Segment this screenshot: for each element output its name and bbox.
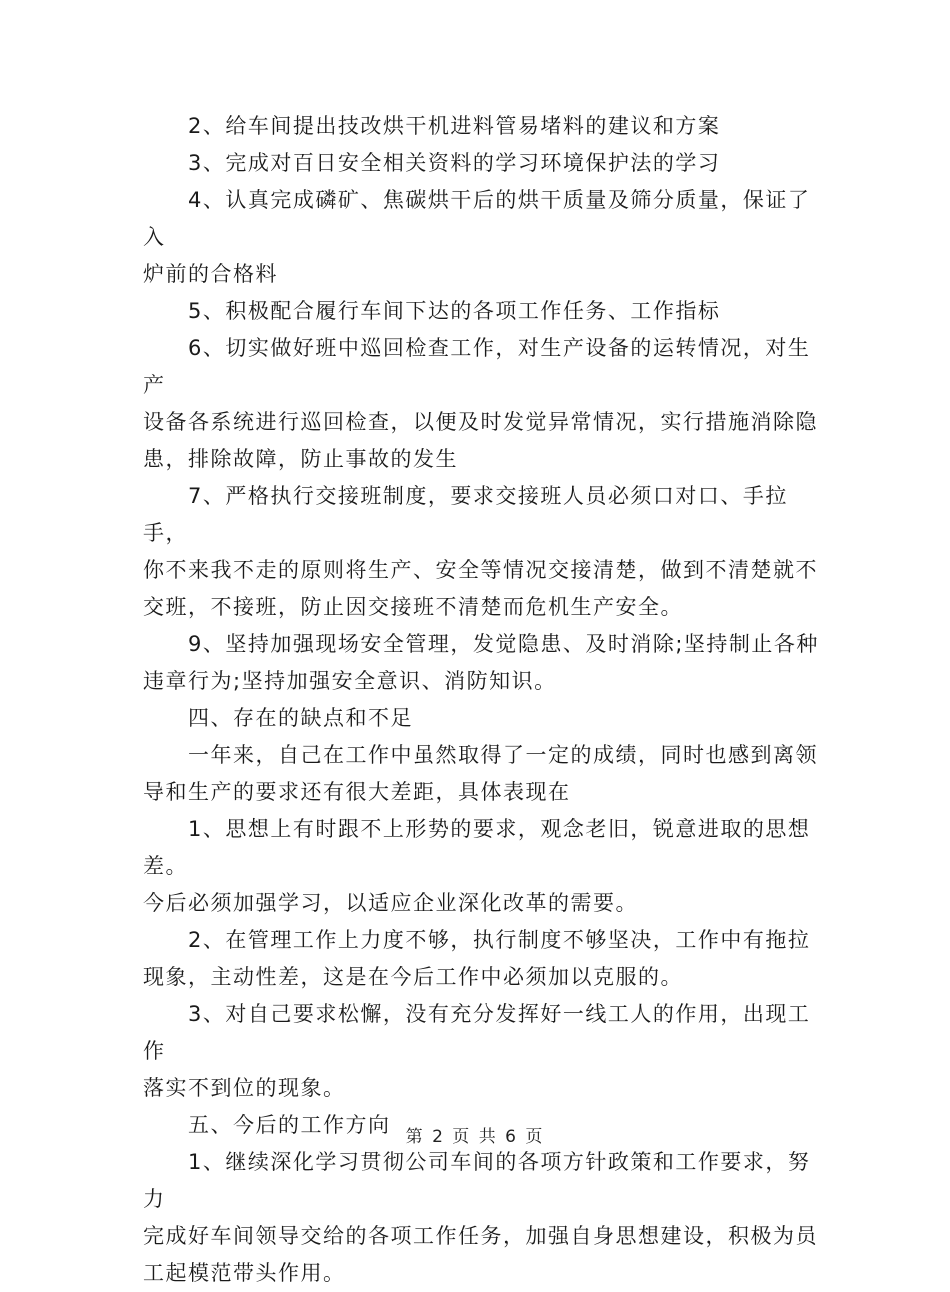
text-line: 3、完成对百日安全相关资料的学习环境保护法的学习	[143, 151, 721, 175]
text-line: 工起模范带头作用。	[143, 1261, 346, 1285]
text-line: 完成好车间领导交给的各项工作任务，加强自身思想建设，积极为员	[143, 1224, 818, 1248]
text-line: 6、切实做好班中巡回检查工作，对生产设备的运转情况，对生产	[143, 336, 811, 397]
text-line: 交班，不接班，防止因交接班不清楚而危机生产安全。	[143, 595, 683, 619]
text-line: 现象，主动性差，这是在今后工作中必须加以克服的。	[143, 965, 683, 989]
text-line: 违章行为;坚持加强安全意识、消防知识。	[143, 669, 557, 693]
text-line: 1、思想上有时跟不上形势的要求，观念老旧，锐意进取的思想差。	[143, 817, 811, 878]
page-footer: 第 2 页 共 6 页	[405, 1127, 545, 1147]
section-heading: 五、今后的工作方向	[143, 1113, 391, 1137]
text-line: 今后必须加强学习，以适应企业深化改革的需要。	[143, 891, 638, 915]
text-line: 3、对自己要求松懈，没有充分发挥好一线工人的作用，出现工作	[143, 1002, 811, 1063]
text-line: 9、坚持加强现场安全管理，发觉隐患、及时消除;坚持制止各种	[143, 632, 819, 656]
text-line: 7、严格执行交接班制度，要求交接班人员必须口对口、手拉手，	[143, 484, 788, 545]
document-body	[143, 108, 823, 1292]
text-line: 落实不到位的现象。	[143, 1076, 346, 1100]
text-line: 1、继续深化学习贯彻公司车间的各项方针政策和工作要求，努力	[143, 1150, 811, 1211]
text-line: 你不来我不走的原则将生产、安全等情况交接清楚，做到不清楚就不	[143, 558, 818, 582]
text-line: 炉前的合格料	[143, 262, 278, 286]
text-line: 设备各系统进行巡回检查，以便及时发觉异常情况，实行措施消除隐	[143, 410, 818, 434]
text-line: 2、给车间提出技改烘干机进料管易堵料的建议和方案	[143, 114, 721, 138]
section-heading: 四、存在的缺点和不足	[143, 706, 413, 730]
text-line: 5、积极配合履行车间下达的各项工作任务、工作指标	[143, 299, 721, 323]
text-line: 导和生产的要求还有很大差距，具体表现在	[143, 780, 571, 804]
text-line: 2、在管理工作上力度不够，执行制度不够坚决，工作中有拖拉	[143, 928, 811, 952]
text-line: 患，排除故障，防止事故的发生	[143, 447, 458, 471]
text-line: 4、认真完成磷矿、焦碳烘干后的烘干质量及筛分质量，保证了入	[143, 188, 811, 249]
text-line: 一年来，自己在工作中虽然取得了一定的成绩，同时也感到离领	[143, 743, 818, 767]
